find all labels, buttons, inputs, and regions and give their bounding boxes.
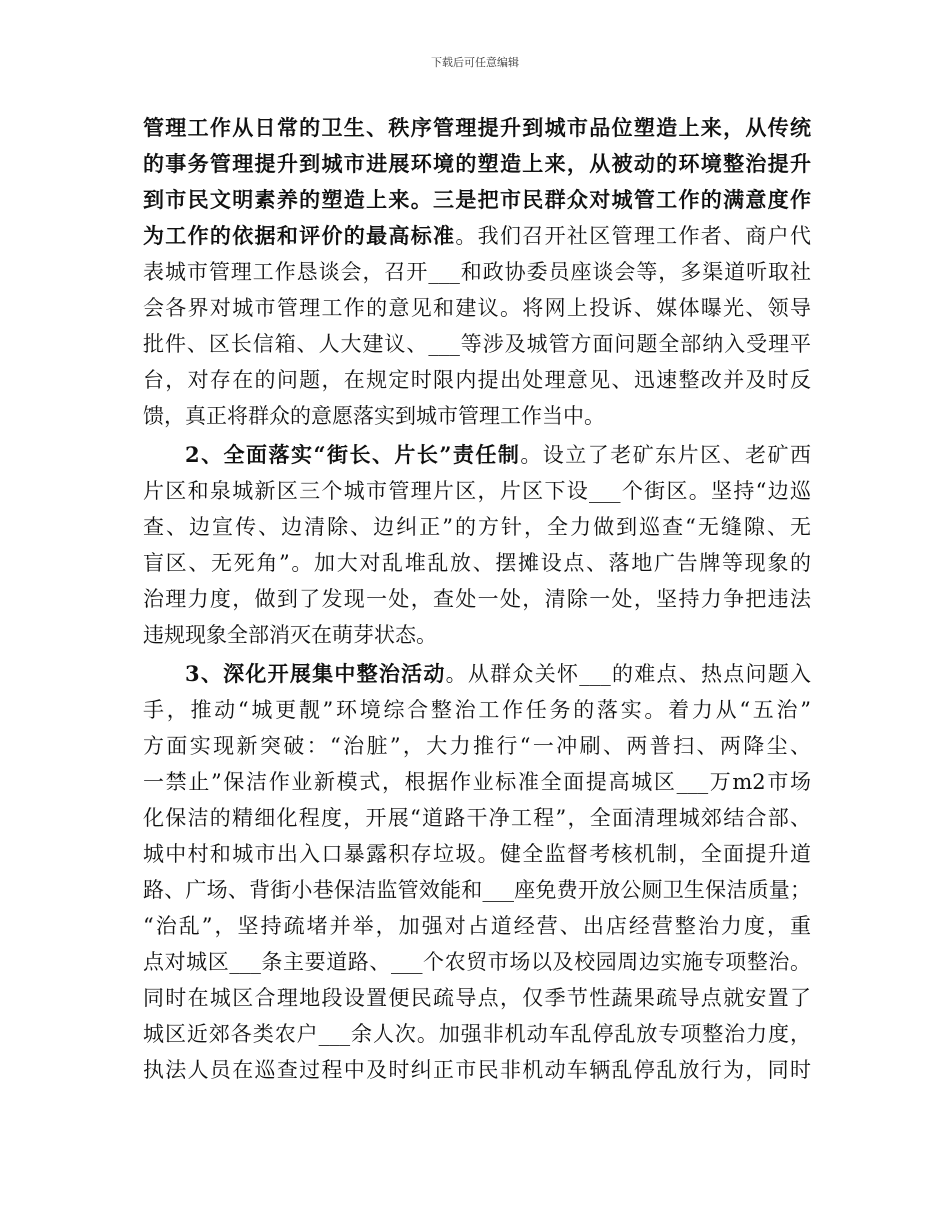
text-line: 批件、区长信箱、人大建议、___等涉及城管方面问题全部纳入受理平	[143, 332, 811, 356]
paragraph-3	[143, 656, 811, 1088]
text-line: 管理工作从日常的卫生、秩序管理提升到城市品位塑造上来，从传统	[143, 115, 811, 140]
text-line: 表城市管理工作恳谈会，召开___和政协委员座谈会等，多渠道听取社	[143, 260, 811, 284]
text-line: 城中村和城市出入口暴露积存垃圾。健全监督考核机制，全面提升道	[143, 842, 811, 866]
text-line: 路、广场、背街小巷保洁监管效能和___座免费开放公厕卫生保洁质量；	[143, 878, 811, 902]
paragraph-1	[143, 110, 811, 434]
text-line: “治乱”，坚持疏堵并举，加强对占道经营、出店经营整治力度，重	[143, 914, 811, 938]
text-line: 一禁止”保洁作业新模式，根据作业标准全面提高城区___万m2市场	[143, 770, 811, 794]
text-line: 方面实现新突破：“治脏”，大力推行“一冲刷、两普扫、两降尘、	[143, 734, 811, 758]
text-line: 治理力度，做到了发现一处，查处一处，清除一处，坚持力争把违法	[143, 587, 811, 611]
text-line: 为工作的依据和评价的最高标准。我们召开社区管理工作者、商户代	[143, 223, 811, 248]
page-header: 下载后可任意编辑	[431, 56, 519, 69]
text-line: 查、边宣传、边清除、边纠正”的方针，全力做到巡查“无缝隙、无	[143, 515, 811, 539]
text-line: 的事务管理提升到城市进展环境的塑造上来，从被动的环境整治提升	[143, 151, 811, 176]
paragraph-2	[143, 437, 811, 653]
text-line: 同时在城区合理地段设置便民疏导点，仅季节性蔬果疏导点就安置了	[143, 986, 811, 1010]
text-line: 盲区、无死角”。加大对乱堆乱放、摆摊设点、落地广告牌等现象的	[143, 551, 811, 575]
text-line: 台，对存在的问题，在规定时限内提出处理意见、迅速整改并及时反	[143, 368, 811, 392]
text-line: 馈，真正将群众的意愿落实到城市管理工作当中。	[143, 404, 605, 428]
document-body	[143, 110, 811, 1088]
text-line: 3、深化开展集中整治活动。从群众关怀___的难点、热点问题入	[185, 661, 811, 686]
text-line: 2、全面落实“街长、片长”责任制。设立了老矿东片区、老矿西	[185, 442, 811, 467]
text-line: 片区和泉城新区三个城市管理片区，片区下设___个街区。坚持“边巡	[143, 479, 811, 503]
text-line: 到市民文明素养的塑造上来。三是把市民群众对城管工作的满意度作	[143, 187, 811, 212]
text-line: 执法人员在巡查过程中及时纠正市民非机动车辆乱停乱放行为，同时	[143, 1058, 811, 1082]
text-line: 会各界对城市管理工作的意见和建议。将网上投诉、媒体曝光、领导	[143, 296, 811, 320]
text-line: 化保洁的精细化程度，开展“道路干净工程”，全面清理城郊结合部、	[143, 806, 811, 830]
text-line: 手，推动“城更靓”环境综合整治工作任务的落实。着力从“五治”	[143, 698, 811, 722]
text-line: 违规现象全部消灭在萌芽状态。	[143, 623, 437, 647]
text-line: 城区近郊各类农户___余人次。加强非机动车乱停乱放专项整治力度，	[143, 1022, 811, 1046]
text-line: 点对城区___条主要道路、___个农贸市场以及校园周边实施专项整治。	[143, 950, 811, 974]
